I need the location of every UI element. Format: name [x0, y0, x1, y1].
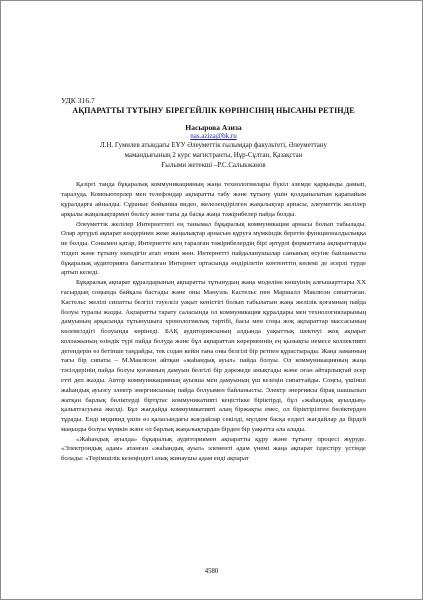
page-number: 4580: [204, 568, 219, 575]
affiliation-line-1: Л.Н. Гумилев атындағы ЕҰУ Әлеуметтік ғылымдар факультеті, Әлеуметтану: [100, 142, 327, 149]
article-title: АҚПАРАТТЫ ТҰТЫНУ БІРЕГЕЙЛІК КӨРІНІСІНІҢ НЫСАНЫ РЕТІНДЕ: [72, 106, 355, 115]
paragraph-3: Бұқаралық ақпарат құралдарының ақпаратты тұтынудың жаңа моделіне көшуінің алғышарттары XX ғасырдың соңында байқала бастады және оны Мануэль Кастельс пен Маршалл Маклюэн сипаттаған. Кастельс желілі сипатты белгісі тәуелсіз уақыт кеністігі болып табылатын жаңа желілік қоғамның пайда болуы туралы жазды. Ақпаратты тарату саласында ол коммуникация құралдары мен технологияларының дамуының арқасында тұтынушыға хронологиялық тәртібі, басы мен соңы жоқ ақпараттар массасының көлемсіздігі болуында көрінеді. БАҚ аудиториясының алдында уақыттық шектеуі жоқ ақпарат коллажының өзіндік түрі пайда болуда және бұл ақпараттан көрерменнің ең қызықты немесе коллективті дегендерін өз бетінше таңдайды, тек содан кейін ғана оны белгілі бір ретпен құрастырады. Жаңа заманның тағы бір сипаты – М.Маклюэн айтқан «жаһандық ауыл» пайда болуы. Ол коммуникацияның жаңа тәсілдерінің пайда болуы қоғамның дамуын белгілі бір дәрежеде анықтады және оған айтарлықтай әсер етті деп жазды. Автор коммуникацияның ауызша мен дамуының үш кезеңін сипаттайды. Соңғы, үшінші жаһандық ауызсу электр энергиясының пайда болуымен байланысты. Электр энергиясы бірақ шашылып жатқан барлық бөліктерді біртұтас коммуникативті кеңістікке біріктірді, бұл «жаһандық ауылдың» қалыптасуына әкелді. Бұл жағдайда коммуникативті алаң біржақты емес, ол біріктірілген бөліктерден тұрады. Енді индивид үшін өз қаласындағы жағдайлар секілді, мүлдем басқа елдегі жағдайлар да бірдей маңызды болуы мүмкін және ол барлық жаңалықтардан бірден бір уақытта ала алады.: [61, 279, 366, 433]
email-link[interactable]: nas.aziza@bk.ru: [190, 132, 237, 140]
udk-code: УДК 316.7: [61, 96, 95, 105]
paragraph-4: «Жаһандық ауылда» бұқаралық аудиториямен ақпаратты құру және тұтыну процесі жүруде. «Электрондық адам» атанған «жаһандық ауыл» элементі адам үнемі жаңа ақпарат іздестіру үстінде болады: «Терімшілік кезеңіндегі азық жинаушы адам енді ақпарат: [61, 435, 366, 463]
author-name: Насырова Азиза: [185, 123, 242, 132]
affiliation-line-2: мамандығының 2 курс магистранты, Нұр-Сұлтан, Қазақстан: [124, 151, 303, 159]
paragraph-1: Қазіргі таңда бұқаралық коммуникацияның жаңа технологиялары бүкіл әлемде қарқынды дамып, таралуда. Компьютерлер мен телефондар ақпаратты табу және тұтыну үшін қолданылатын қарапайым құралдарға айналды. Сұраныс бойынша видео, желелендірілген жаңалықтар арнасы, әлеуметтік желілер арқылы жаңалықтармен бөлісу және тағы да басқа жаңа тәжірибелер пайда болды.: [61, 181, 366, 218]
author-email: [61, 132, 366, 141]
paragraph-2: Әлеуметтік желілер Интернеттегі ең танымал бұқаралық коммуникация арнасы болып табылады. Олар әртүрлі ақпарат көздерінен жеке жаңалықтар арнасын құруға мүмкіндік беретін функционалдылыққа ие болды. Сонымен қатар, Интернетте кең таралған тәжірибелердің бірі әртүрлі форматтағы ақпараттарды тіздеп және тұтыну екендігін атап өткен жөн. Интернетті пайдаланушылар санының өсуіне байланысты бұқаралық аудиторияға бағытталған Интернет ортасында өндірілетін контенттің көлемі де әсерлі түрде артып келеді.: [61, 220, 366, 277]
article-body: [61, 180, 366, 464]
supervisor-line: Ғылыми жетекші –Р.С.Салыкжанов: [161, 161, 266, 169]
page-content: [61, 96, 366, 464]
